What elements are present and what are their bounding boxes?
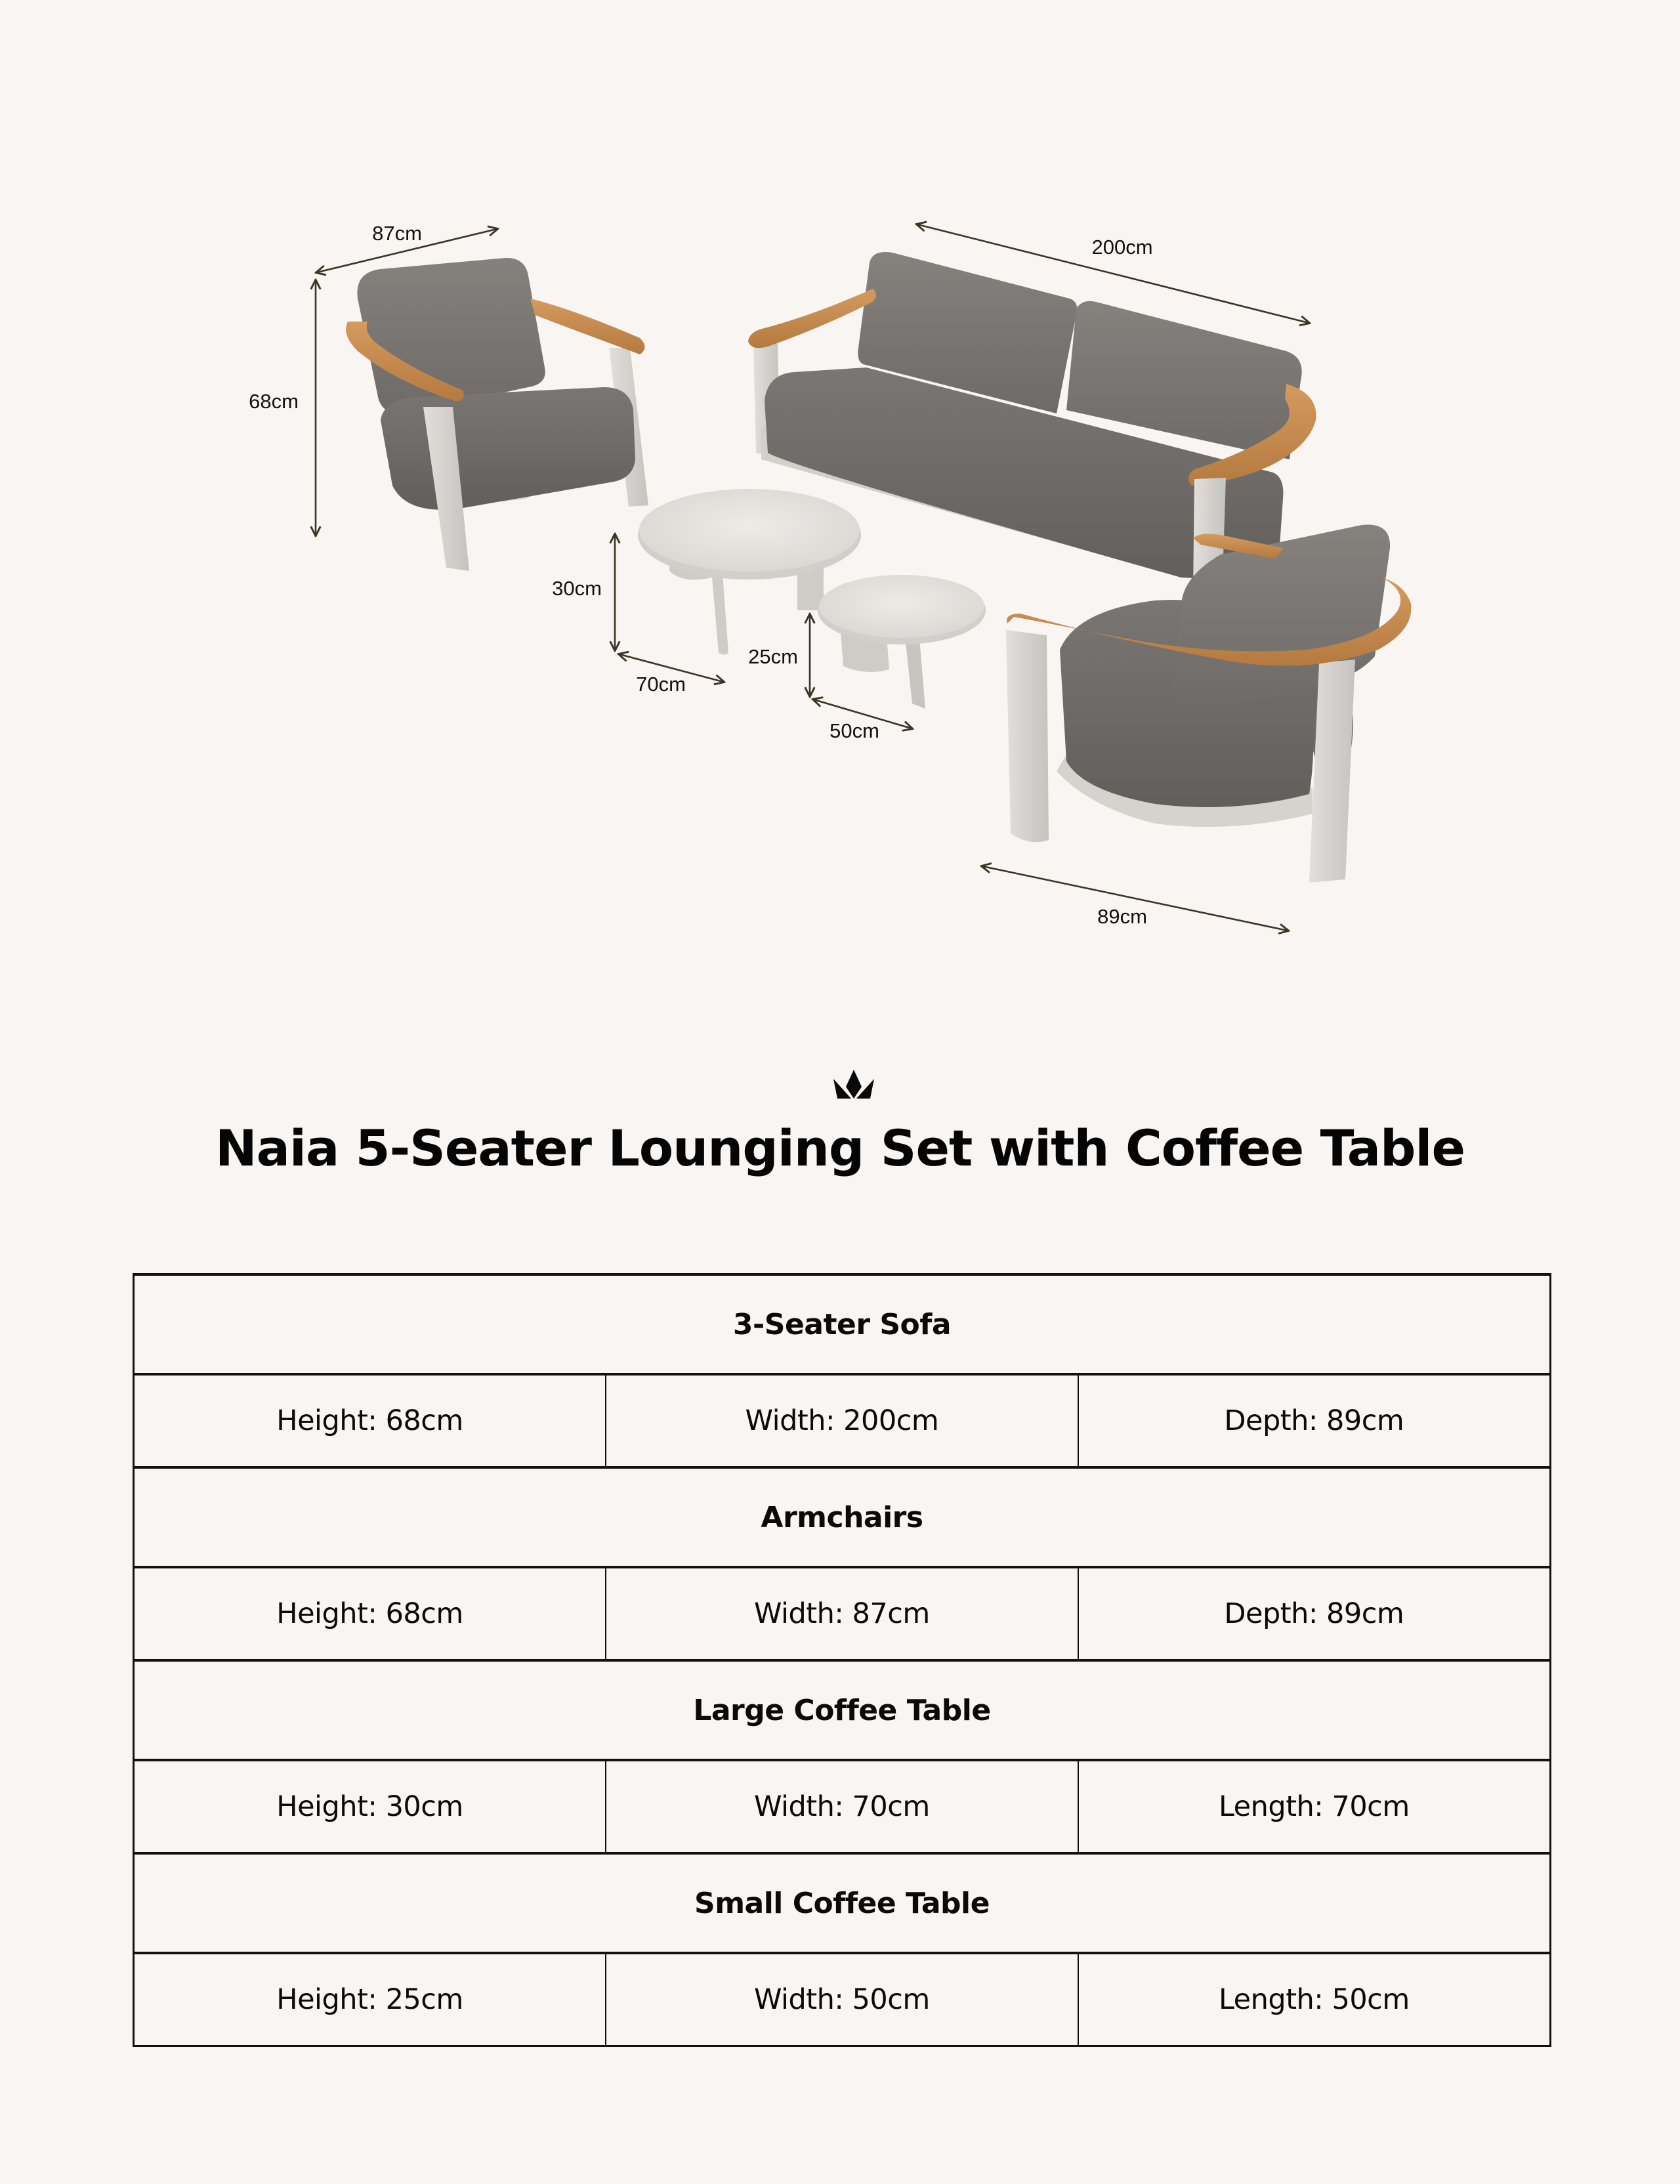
small-coffee-table: [818, 575, 986, 709]
dimension-label-armchair-depth: 89cm: [1097, 905, 1147, 928]
dimension-label-large-table-height: 30cm: [552, 577, 602, 600]
table-row: [134, 1760, 1551, 1853]
cell-length: Length: 50cm: [1078, 1953, 1551, 2046]
armchair-left: [346, 258, 648, 571]
cell-width: Width: 70cm: [606, 1760, 1078, 1853]
cell-depth: Depth: 89cm: [1078, 1374, 1551, 1467]
dimensions-table: [133, 1273, 1551, 2047]
armchair-right: [1006, 524, 1411, 883]
table-group-header: [134, 1274, 1551, 1374]
product-illustration: [0, 0, 1680, 984]
dimension-label-sofa-width: 200cm: [1091, 236, 1153, 259]
dimension-label-small-table-height: 25cm: [748, 645, 798, 668]
dimension-label-small-table-width: 50cm: [830, 719, 879, 742]
group-title-large-coffee-table: Large Coffee Table: [134, 1660, 1551, 1760]
cell-height: Height: 25cm: [134, 1953, 606, 2046]
cell-width: Width: 50cm: [606, 1953, 1078, 2046]
cell-height: Height: 68cm: [134, 1567, 606, 1660]
large-coffee-table: [638, 489, 861, 655]
dimension-label-large-table-width: 70cm: [636, 673, 686, 696]
dimension-label-armchair-width: 87cm: [372, 222, 422, 245]
cell-height: Height: 30cm: [134, 1760, 606, 1853]
cell-length: Length: 70cm: [1078, 1760, 1551, 1853]
cell-width: Width: 87cm: [606, 1567, 1078, 1660]
group-title-small-coffee-table: Small Coffee Table: [134, 1853, 1551, 1953]
group-title-sofa: 3-Seater Sofa: [134, 1274, 1551, 1374]
table-group-header: [134, 1467, 1551, 1567]
table-row: [134, 1953, 1551, 2046]
cell-width: Width: 200cm: [606, 1374, 1078, 1467]
table-row: [134, 1567, 1551, 1660]
page-title: Naia 5-Seater Lounging Set with Coffee Table: [215, 1119, 1465, 1177]
table-row: [134, 1374, 1551, 1467]
group-title-armchairs: Armchairs: [134, 1467, 1551, 1567]
crown-lotus-icon: [832, 1068, 875, 1100]
cell-height: Height: 68cm: [134, 1374, 606, 1467]
table-group-header: [134, 1853, 1551, 1953]
table-group-header: [134, 1660, 1551, 1760]
dimension-label-armchair-height: 68cm: [249, 390, 299, 413]
cell-depth: Depth: 89cm: [1078, 1567, 1551, 1660]
